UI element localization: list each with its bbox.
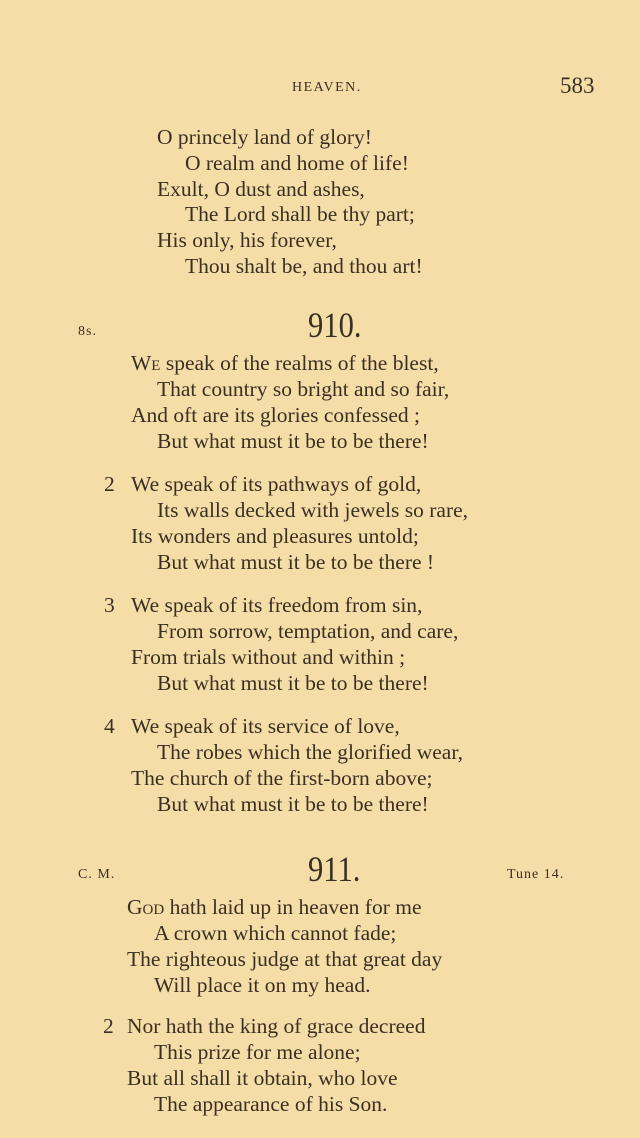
verse-line: From sorrow, temptation, and care, <box>157 619 459 643</box>
hymn-meter: 8s. <box>78 324 97 339</box>
verse-line: But what must it be to be there! <box>157 429 429 453</box>
verse-line: The church of the first-born above; <box>131 766 433 790</box>
hymn-number: 910. <box>308 305 362 345</box>
verse-line: The righteous judge at that great day <box>127 947 443 971</box>
stanza-number: 2 <box>104 472 115 496</box>
stanza-number: 4 <box>104 714 115 738</box>
verse-line: Thou shalt be, and thou art! <box>185 254 423 278</box>
verse-line: The appearance of his Son. <box>154 1092 388 1116</box>
running-header: HEAVEN. <box>292 80 362 95</box>
verse-line: The robes which the glorified wear, <box>157 740 463 764</box>
verse-line: A crown which cannot fade; <box>154 921 397 945</box>
verse-line: But what must it be to be there ! <box>157 550 435 574</box>
page-number: 583 <box>560 73 595 98</box>
verse-line: That country so bright and so fair, <box>157 377 450 401</box>
verse-line: But what must it be to be there! <box>157 671 429 695</box>
verse-line: Exult, O dust and ashes, <box>157 177 365 201</box>
verse-line: We speak of its pathways of gold, <box>131 472 422 496</box>
verse-line: We speak of the realms of the blest, <box>131 351 439 375</box>
verse-line: But what must it be to be there! <box>157 792 429 816</box>
verse-line: O princely land of glory! <box>157 125 372 149</box>
verse-line: We speak of its freedom from sin, <box>131 593 423 617</box>
verse-line: His only, his forever, <box>157 228 337 252</box>
stanza-number: 3 <box>104 593 115 617</box>
hymn-meter: C. M. <box>78 867 116 882</box>
verse-line: From trials without and within ; <box>131 645 406 669</box>
verse-line: O realm and home of life! <box>185 151 409 175</box>
verse-line: Its walls decked with jewels so rare, <box>157 498 469 522</box>
stanza-number: 2 <box>103 1014 114 1038</box>
tune-reference: Tune 14. <box>507 867 565 882</box>
verse-line: The Lord shall be thy part; <box>185 202 415 226</box>
verse-line: And oft are its glories confessed ; <box>131 403 420 427</box>
verse-line: Its wonders and pleasures untold; <box>131 524 419 548</box>
verse-line: Nor hath the king of grace decreed <box>127 1014 426 1038</box>
verse-line: God hath laid up in heaven for me <box>127 895 422 919</box>
verse-line: This prize for me alone; <box>154 1040 361 1064</box>
hymn-number: 911. <box>308 849 361 889</box>
verse-line: Will place it on my head. <box>154 973 371 997</box>
verse-line: We speak of its service of love, <box>131 714 400 738</box>
verse-line: But all shall it obtain, who love <box>127 1066 398 1090</box>
